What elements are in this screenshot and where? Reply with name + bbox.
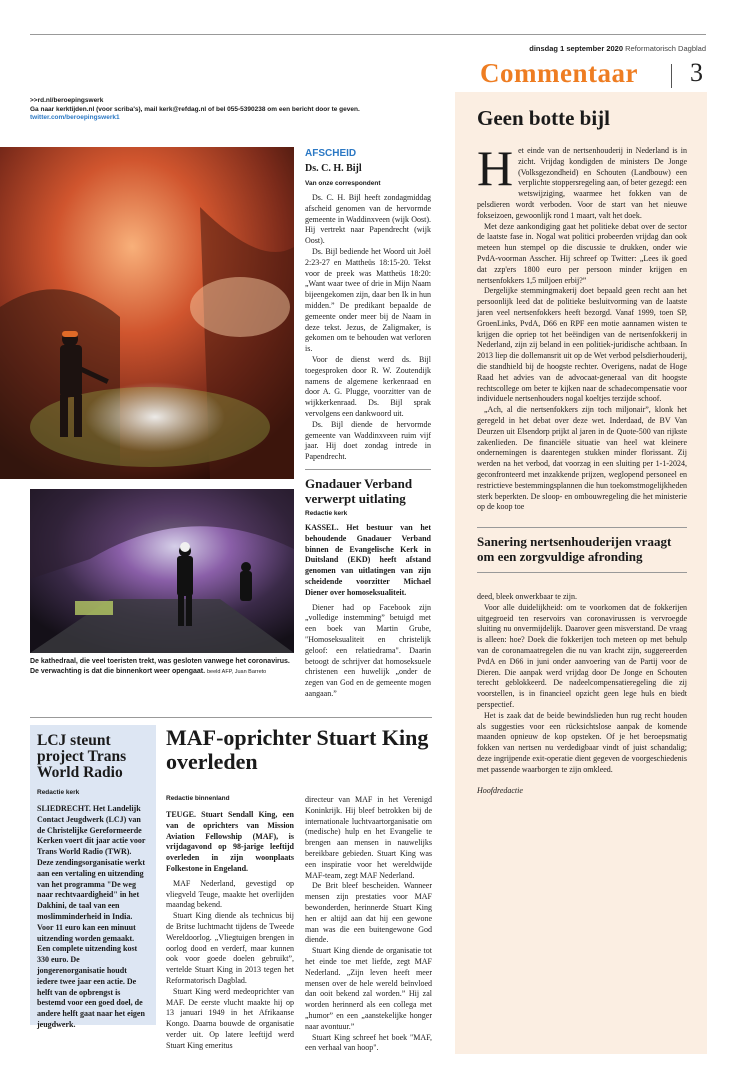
photo-caption [30, 657, 296, 677]
maf-paragraph: Stuart King diende de organisatie tot het einde toe met liefde, zegt MAF Nederland. „Zijn leven heeft meer mensen over de hele wereld beïnvloed dan ooit bekend zal worden.” Hij zal worden herinnerd als een collega met „humor” en een „aanstekelijke honger naar avontuur.” [305, 946, 432, 1031]
contact-text: Ga naar kerktijden.nl (voor scriba's), mail kerk@refdag.nl of bel 055-5390238 om een bericht door te geven. [30, 105, 360, 113]
dateline [474, 44, 706, 53]
maf-title: MAF-oprichter Stuart King overleden [166, 725, 429, 774]
lcj-article [37, 733, 149, 1031]
afscheid-paragraph: Ds. Bijl diende de hervormde gemeente van Waddinxveen ruim vijf jaar. Hij doet zondag intrede in Papendrecht. [305, 419, 431, 462]
maf-paragraph: directeur van MAF in het Verenigd Koninkrijk. Hij bleef betrokken bij de internationale luchtvaartorganisatie om (medische) hulp en het Evangelie te brengen aan mensen in nauwelijks bereikbare gebieden. Stuart King was een inspiratie voor het wereldwijde MAF-team, zegt MAF Nederland. [305, 795, 432, 880]
editorial-paragraph: Met deze aankondiging gaat het politieke debat over de sector de laatste fase in. Nogal wat politici probeerden vrijdag dan ook meteen hun stempel op die discussie te drukken, onder wie PvdA-voorman Asscher. Hij schreef op Twitter: „Lees ik goed dat zzp'ers 1800 euro per persoon minder krijgen en nertsenfokkers 1,5 miljoen erbij?” [477, 221, 687, 285]
tunnel-image [30, 489, 294, 653]
editorial-opening: et einde van de nertsenhouderij in Nederland is in zicht. Vrijdag kondigden de ministers De Jonge (Volksgezondheid) en Schouten (Landbouw) een verplichte stoppersregeling aan, of beter gezegd: een [518, 146, 687, 188]
cave-worker-image [0, 147, 294, 479]
afscheid-body [305, 193, 431, 463]
afscheid-label: AFSCHEID [305, 148, 357, 159]
maf-byline: Redactie binnenland [166, 795, 230, 802]
paper-name: Reformatorisch Dagblad [625, 44, 706, 53]
gnadauer-byline: Redactie kerk [305, 510, 348, 517]
editorial-paragraph: „Ach, al die nertsenfokkers zijn toch miljonair”, klonk het geregeld in het debat over deze wet. Inderdaad, de BV Van Deurzen uit Elsendorp prijkt al jaren in de Quote-500 van rijkste zakenlieden. De financiële situatie van heel wat kleinere ondernemingen is daarentegen stukken minder florissant. Zij werden na het verbod, dat voorzag in een sluiting per 1-1-2024, geconfronteerd met inzakkende prijzen, weglopend personeel en restrictieve bestemmingsplannen die hun toekomstmogelijkheden sterk beperkten. De sloop- en ombouwregeling die het ministerie op de koop toe [477, 405, 687, 512]
editorial-signature: Hoofdredactie [477, 785, 523, 795]
caption-text: De kathedraal, die veel toeristen trekt, was gesloten vanwege het coronavirus. De verwachting is dat die binnenkort weer opengaat. [30, 658, 290, 675]
editorial-paragraph: wetswijziging, waarmee het fokken van de pelsdieren wordt verboden. Voor de start van het nieuwe fokseizoen, gewoonlijk rond 1 maart, valt het doek. [477, 189, 687, 220]
editorial-body [477, 140, 687, 513]
section-title: Commentaar [480, 58, 638, 88]
maf-paragraph: Stuart King werd medeoprichter van MAF. De eerste vlucht maakte hij op 13 januari 1949 in het Afrikaanse Kongo. Daarna bouwde de organisatie verder uit. Op latere leeftijd werd Stuart King emeritus [166, 986, 294, 1050]
cathedral-photo-top [0, 147, 294, 479]
lcj-body: SLIEDRECHT. Het Landelijk Contact Jeugdwerk (LCJ) van de Christelijke Gereformeerde Kerken voert dit jaar actie voor Trans World Radio (TWR). Deze zendingsorganisatie werkt aan een vertaling en uitzending van het programma "De weg naar rechtvaardigheid" in het Dakhini, de taal van een moslimminderheid in India. Voor 11 euro kan een minuut uitzending worden gemaakt. Een complete uitzending kost 330 euro. De jongerenorganisatie houdt iedere twee jaar een actie. De helft van de opbrengst is bestemd voor een goed doel, de andere helft gaat naar het eigen jeugdwerk. [37, 804, 146, 1029]
lcj-title: LCJ steunt project Trans World Radio [37, 732, 127, 781]
contact-block [30, 97, 450, 123]
gnadauer-body [305, 523, 431, 700]
maf-paragraph: Stuart King schreef het boek "MAF, een verhaal van hoop". [305, 1032, 432, 1053]
editorial-paragraph: deed, bleek onwerkbaar te zijn. [477, 592, 577, 602]
page-number: 3 [690, 58, 703, 87]
pull-quote: Sanering nertsenhouderijen vraagt om een zorgvuldige afronding [477, 533, 672, 564]
photo-credit: beeld AFP, Juan Barreto [207, 668, 267, 675]
maf-lead: TEUGE. Stuart Sendall King, een van de oprichters van Mission Aviation Fellowship (MAF), is vrijdagavond op 98-jarige leeftijd overleden in zijn woonplaats Folkestone in Engeland. [166, 810, 294, 873]
afscheid-byline: Van onze correspondent [305, 180, 381, 187]
afscheid-paragraph: Ds. C. H. Bijl heeft zondagmiddag afscheid genomen van de hervormde gemeente in Waddinxveen (wijk Oost). Hij vertrekt naar Papendrecht (wijk Oost). [305, 193, 431, 246]
maf-paragraph: De Brit bleef bescheiden. Wanneer mensen zijn prestaties voor MAF bewonderden, herinnerde Stuart King hen er altijd aan dat hij een gewone man was die een buitengewone God diende. [305, 881, 432, 945]
afscheid-paragraph: Voor de dienst werd ds. Bijl toegesproken door R. W. Zoutendijk namens de algemene kerkenraad en door A. G. Plugge, voorzitter van de wijkkerkenraad. Ds. Bijl sprak vervolgens een dankwoord uit. [305, 354, 431, 418]
gnadauer-title: Gnadauer Verband verwerpt uitlating [305, 476, 413, 506]
lcj-byline: Redactie kerk [37, 789, 80, 796]
cathedral-photo-bottom [30, 489, 294, 653]
maf-paragraph: Stuart King diende als technicus bij de Britse luchtmacht tijdens de Tweede Wereldoorlog. „Vliegtuigen brengen in oorlog dood en verderf, maar kunnen ook voor goede doelen gebruikt”, vertelde Stuart King in 2013 tegen het Reformatorisch Dagblad. [166, 911, 294, 985]
editorial-continued [477, 592, 687, 776]
date: dinsdag 1 september 2020 [529, 44, 624, 53]
gnadauer-lead: KASSEL. Het bestuur van het behoudende Gnadauer Verband binnen de Evangelische Kerk in Duitsland (EKD) heeft afstand genomen van uitlatingen van zijn scheidende voorzitter Michael Diener over homoseksualiteit. [305, 523, 431, 597]
maf-paragraph: MAF Nederland, gevestigd op vliegveld Teuge, maakte het overlijden maandag bekend. [166, 878, 294, 910]
editorial-paragraph: Dergelijke stemmingmakerij doet bepaald geen recht aan het persoonlijk leed dat de politieke besluitvorming van de laatste jaren veel nertsenfokkers heeft bezorgd. Vanaf 1999, toen SP, GroenLinks, PvdA, D66 en RPF een motie aannamen wisten te krijgen die opriep tot het beëindigen van de nertsenfokkerij in Nederland, zijn zij beland in een politiek-juridische achtbaan. In 2013 liep die dollemansrit uit op de Wet verbod pelsdierhouderij, die standhield bij de hoogste rechter. Overigens, nadat de Hoge Raad het advies van de advocaat-generaal van dit hoogste rechtscollege om beter te kijken naar de schadecompensatie voor individuele nertsenhouders nogal koeltjes terzijde schoof. [477, 286, 687, 404]
gnadauer-article [305, 476, 431, 700]
title-divider [671, 64, 672, 88]
gnadauer-paragraph: Diener had op Facebook zijn „volledige instemming” betuigd met een boek van Martin Grube, "Homoseksualiteit en christelijk geloof: een relatiedrama". Daarin betoogt de schrijver dat homoseksuele christenen een huwelijk „onder de zegen van God en de gemeente mogen aangaan.” [305, 602, 431, 698]
editorial-article [477, 106, 687, 795]
twitter-link[interactable]: twitter.com/beroepingswerk1 [30, 114, 120, 121]
editorial-title: Geen botte bijl [477, 106, 610, 130]
maf-column-1 [166, 810, 294, 1052]
contact-url[interactable]: >>rd.nl/beroepingswerk [30, 97, 104, 104]
editorial-paragraph: Voor alle duidelijkheid: om te voorkomen dat de fokkerijen uitgegroeid ten reservoirs van coronavirussen is vervroegde sluiting nu onvermijdelijk. Daarover geen misverstand. De vraag is alleen: hoe? Doek die fokkerijen toch meteen op met behulp van de coronamaatregelen die nu van kracht zijn, suggereerden PvdA en D66 in juni onder aanvoering van de Partij voor de Dieren. Die aanpak werd vrijdag door De Jonge en Schouten terecht geblokkeerd. De nadeelcompensatieregeling die zij voorstellen, is in financieel opzicht geen lege huls en biedt perspectief. [477, 602, 687, 710]
afscheid-paragraph: Ds. Bijl bediende het Woord uit Joël 2:23-27 en Mattheüs 18:15-20. Tekst voor de preek was Mattheüs 18:20: „Want waar twee of drie in Mijn Naam bijeengekomen zijn, daar ben Ik in hun midden.” De predikant bepaalde de gemeente onder meer bij de Naam in deze tekst. Jezus, de Zaligmaker, is gekomen om te behouden wat verloren is. [305, 246, 431, 354]
maf-column-2 [305, 795, 432, 1054]
afscheid-article [305, 148, 431, 463]
dropcap: H [477, 140, 514, 196]
editorial-paragraph: Het is zaak dat de beide bewindslieden hun rug recht houden als suggesties voor een rücksichtslose aanpak de komende maanden opnieuw de kop opsteken. Of je het beroepsmatig fokken van nertsen nu verdedigbaar vindt of juist schandalig; deze ingrijpende exit-operatie dient gegeven de voorgeschiedenis met passende waarborgen te zijn omkleed. [477, 710, 687, 774]
afscheid-title: Ds. C. H. Bijl [305, 163, 362, 174]
